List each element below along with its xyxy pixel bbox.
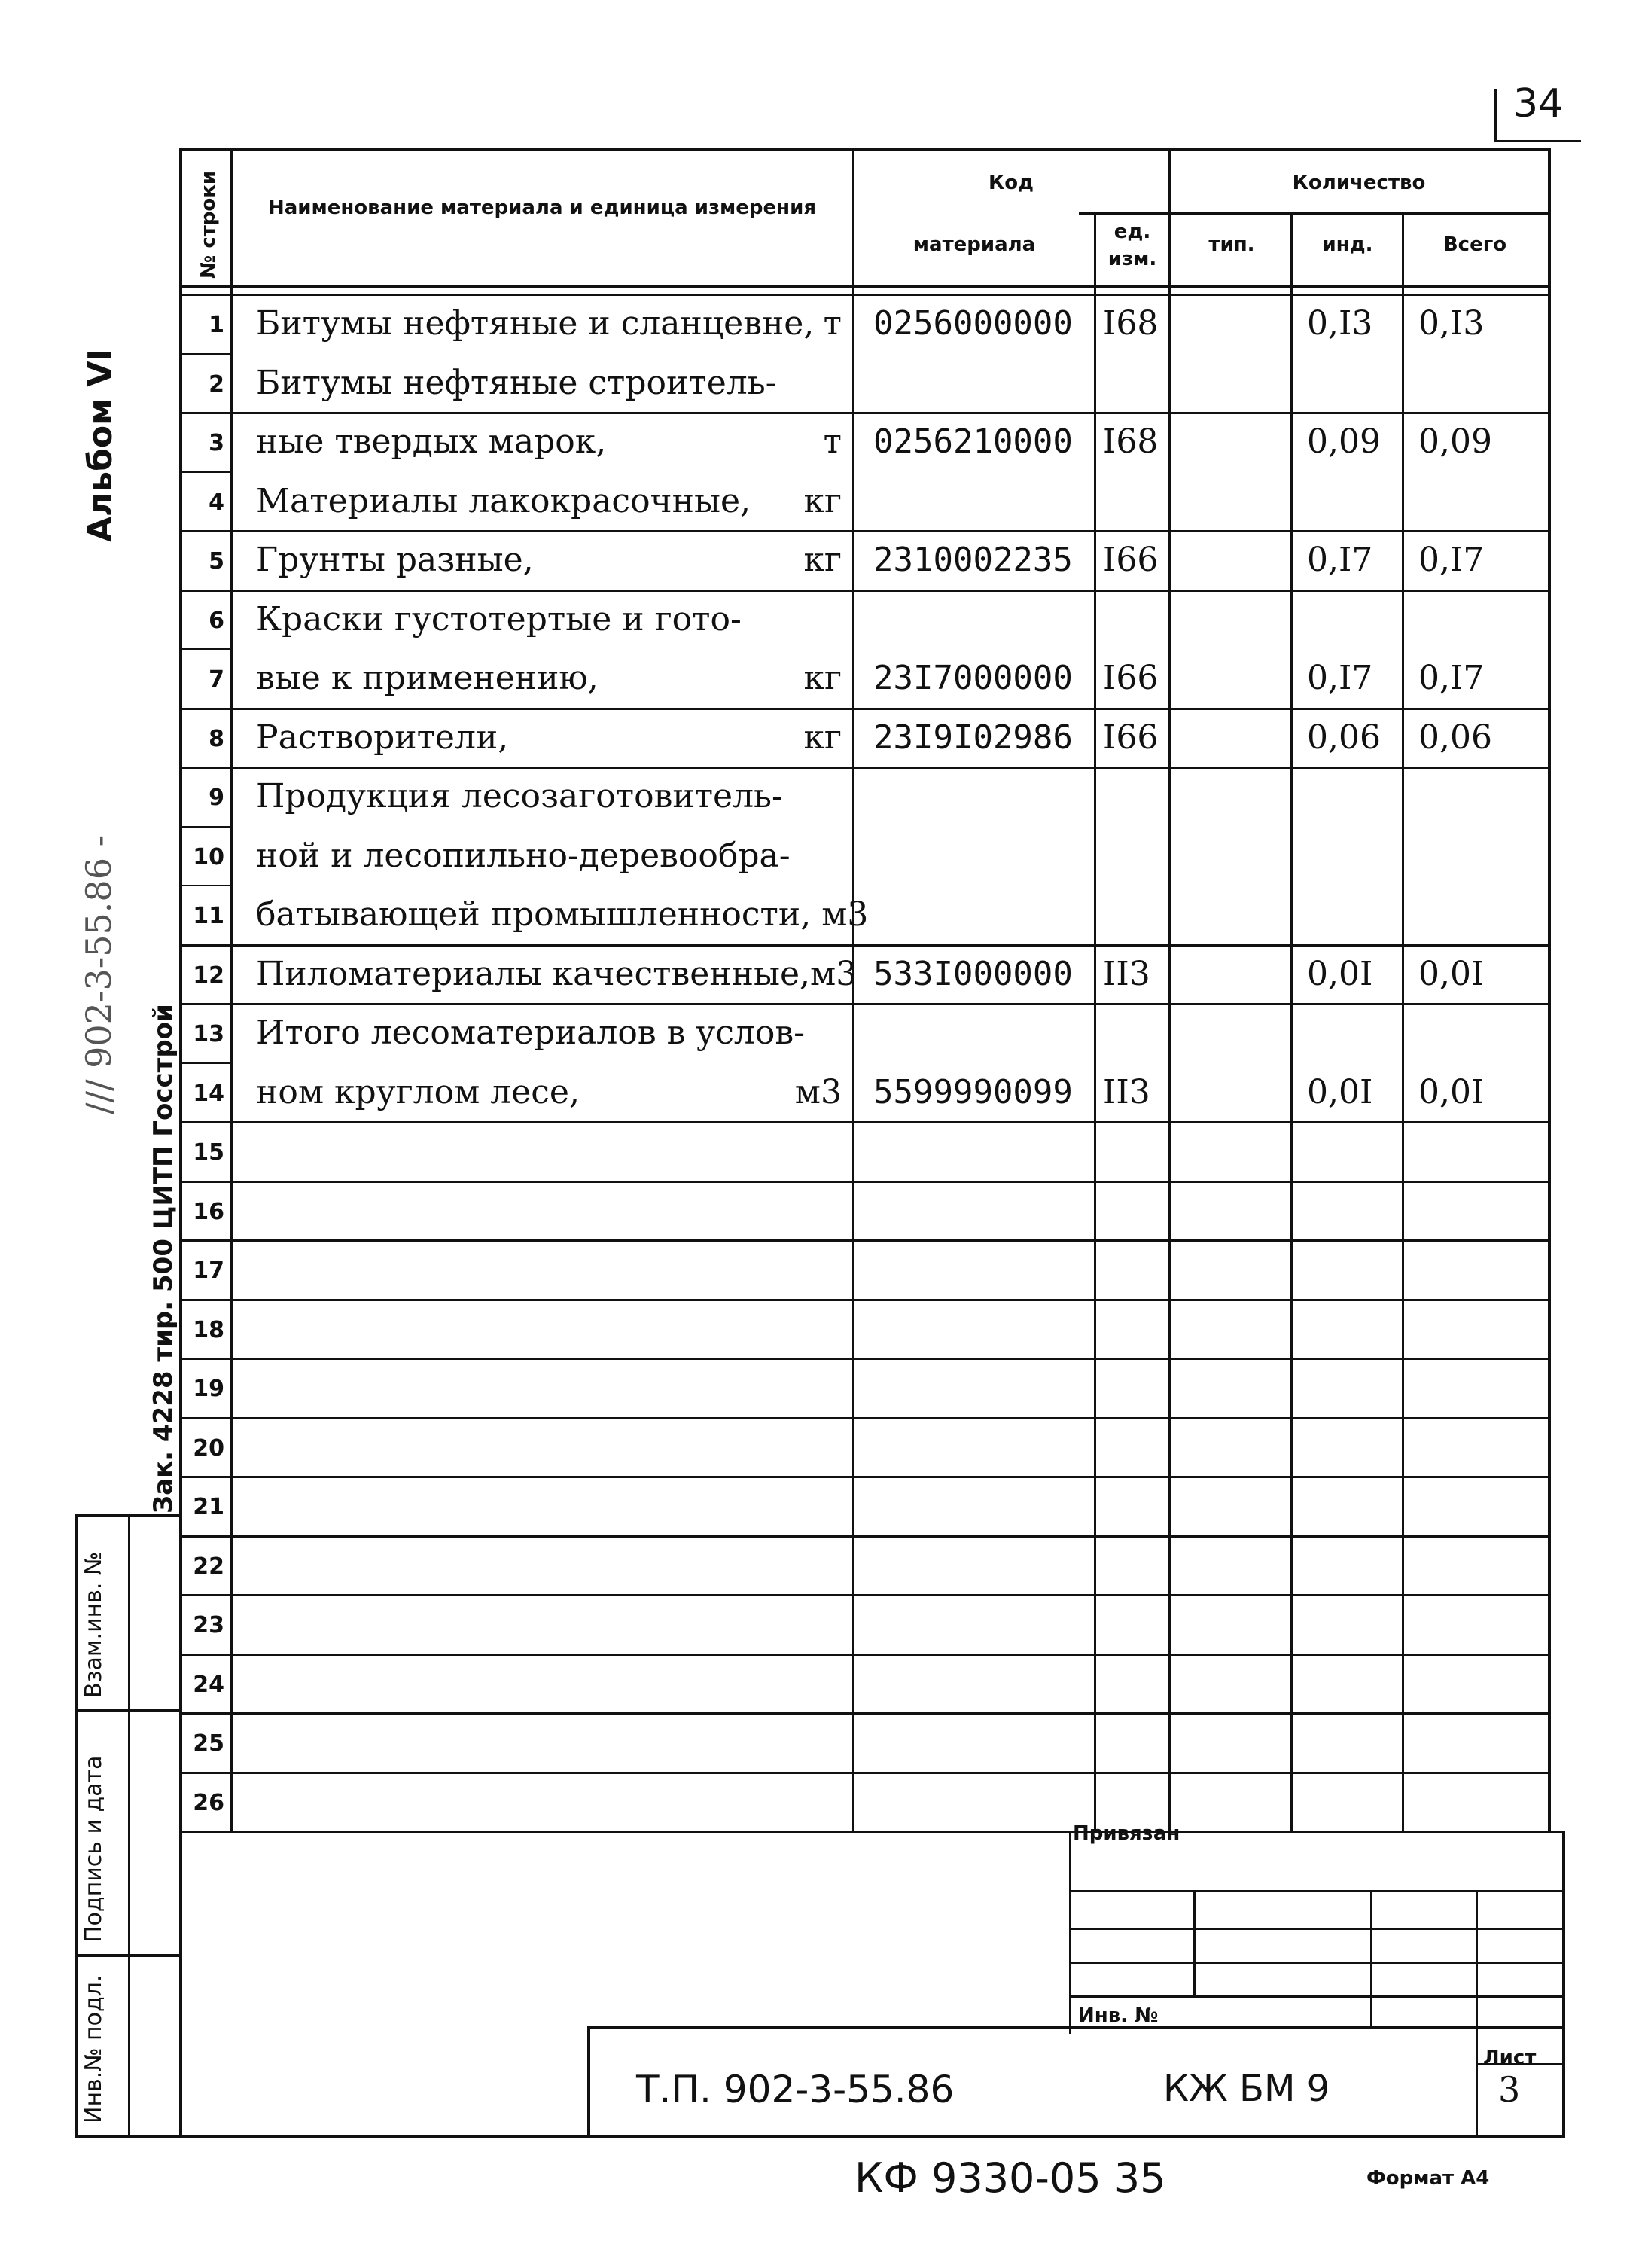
row-line: [179, 708, 1548, 710]
row-unit-code: I66: [1103, 541, 1159, 579]
row-unit-code: I68: [1103, 422, 1159, 461]
copied-stamp: Зак. 4228 тир. 500 ЦИТП Госстрой: [148, 1004, 178, 1514]
header-qty-total: Всего: [1442, 233, 1507, 256]
album-label: Альбом VI: [81, 349, 120, 542]
row-number: 4: [209, 489, 224, 516]
stamp-privyazan: Привязан: [1073, 1822, 1180, 1845]
row-unit-code: I66: [1103, 718, 1159, 757]
row-line: [179, 1772, 1548, 1774]
row-line: [179, 1358, 1548, 1360]
row-unit-code: II3: [1103, 1072, 1150, 1111]
header-code-unit: ед. изм.: [1107, 221, 1157, 270]
title-block-top: [587, 2026, 1562, 2029]
row-number: 25: [193, 1730, 224, 1757]
row-number: 20: [193, 1434, 224, 1462]
row-name: вые к применению,: [256, 659, 599, 697]
header-qty-group: Количество: [1292, 172, 1426, 194]
row-line: [179, 944, 1548, 947]
table-top-border: [179, 148, 1548, 151]
row-number: 3: [209, 430, 224, 456]
row-line: [179, 1181, 1548, 1183]
stamp-doc-code: Т.П. 902-3-55.86: [636, 2068, 955, 2111]
row-qty-total: 0,0I: [1418, 954, 1485, 993]
row-number: 18: [193, 1316, 224, 1343]
stamp-right-border: [1562, 1831, 1565, 2138]
row-name: ном круглом лесе,: [256, 1072, 580, 1111]
stamp-col2: [1370, 1890, 1372, 2026]
footer-format: Формат А4: [1366, 2167, 1490, 2190]
row-line: [179, 294, 1548, 296]
row-qty-total: 0,0I: [1418, 1072, 1485, 1111]
row-name: Грунты разные,: [256, 541, 534, 579]
row-number: 12: [193, 962, 224, 989]
row-number: 2: [209, 370, 224, 398]
row-line: [179, 412, 1548, 414]
row-number: 7: [209, 666, 224, 693]
typ-col-border: [1290, 212, 1293, 1831]
row-number: 24: [193, 1671, 224, 1698]
stamp-row4: [1069, 1995, 1562, 1998]
row-unit-code: I66: [1103, 659, 1159, 697]
page-number: 34: [1513, 81, 1564, 127]
row-name: Итого лесоматериалов в услов-: [256, 1014, 805, 1052]
row-line: [179, 767, 1548, 769]
row-line: [179, 590, 1548, 592]
stamp-sheet-mark: КЖ БМ 9: [1163, 2068, 1330, 2110]
stamp-col1: [1193, 1890, 1196, 1995]
row-num-line: [179, 353, 230, 355]
stamp-row2: [1069, 1928, 1562, 1930]
stamp-row3: [1069, 1962, 1562, 1964]
header-row-no: № строки: [197, 170, 220, 279]
row-line: [179, 1476, 1548, 1478]
row-unit-code: II3: [1103, 954, 1150, 993]
row-line: [179, 1299, 1548, 1301]
header-name-text: Наименование материала и единица измерения: [267, 197, 817, 219]
row-qty-total: 0,I3: [1418, 304, 1485, 343]
sheet-col-border: [1476, 2026, 1478, 2135]
row-code: 533I000000: [873, 954, 1073, 993]
row-number: 16: [193, 1198, 224, 1225]
row-num-line: [179, 1062, 230, 1064]
stamp-bottom-border: [179, 2135, 1562, 2138]
margin-col-replace: Взам.инв. №: [81, 1551, 107, 1698]
row-number: 10: [193, 843, 224, 870]
row-name: батывающей промышленности, м3: [256, 895, 869, 934]
row-number: 17: [193, 1257, 224, 1284]
row-name: ной и лесопильно-деревообра-: [256, 836, 791, 875]
ind-col-border: [1402, 212, 1404, 1831]
row-line: [179, 1594, 1548, 1596]
row-code: 0256000000: [873, 304, 1073, 343]
row-name: Продукция лесозаготовитель-: [256, 777, 783, 815]
row-qty-ind: 0,I3: [1307, 304, 1373, 343]
stamp-row1: [1069, 1890, 1562, 1892]
row-unit: м3: [794, 1072, 842, 1111]
row-line: [179, 1121, 1548, 1123]
stamp-sheet-no: 3: [1498, 2069, 1521, 2110]
row-number: 1: [209, 312, 224, 338]
row-line: [179, 1417, 1548, 1419]
footer-kf: КФ 9330-05 35: [854, 2154, 1166, 2202]
row-code: 2310002235: [873, 541, 1073, 579]
row-unit: кг: [803, 541, 842, 579]
margin-col-sign: Подпись и дата: [81, 1755, 107, 1943]
row-line: [179, 530, 1548, 532]
tp-code-margin: /// 902-3-55.86 -: [78, 834, 119, 1114]
row-number: 15: [193, 1139, 224, 1166]
row-qty-ind: 0,I7: [1307, 659, 1373, 697]
row-qty-ind: 0,06: [1307, 718, 1381, 757]
header-bottom-border: [179, 285, 1548, 288]
row-qty-ind: 0,09: [1307, 422, 1381, 461]
header-code-material: материала: [912, 233, 1036, 256]
row-line: [179, 1654, 1548, 1656]
row-num-line: [179, 471, 230, 473]
row-qty-total: 0,I7: [1418, 659, 1485, 697]
row-num-line: [179, 648, 230, 650]
row-unit-code: I68: [1103, 304, 1159, 343]
header-code-group: Код: [988, 172, 1034, 194]
row-qty-total: 0,09: [1418, 422, 1492, 461]
row-number: 22: [193, 1553, 224, 1580]
row-number: 8: [209, 725, 224, 752]
stamp-inv-no: Инв. №: [1078, 2004, 1159, 2027]
header-qty-ind: инд.: [1322, 233, 1373, 256]
row-qty-total: 0,06: [1418, 718, 1492, 757]
row-number: 14: [193, 1080, 224, 1107]
row-unit: кг: [803, 659, 842, 697]
row-name: ные твердых марок,: [256, 422, 607, 461]
row-unit: т: [823, 304, 842, 343]
num-col-border: [230, 148, 233, 1831]
row-line: [179, 1712, 1548, 1715]
row-number: 21: [193, 1494, 224, 1520]
row-code: 0256210000: [873, 422, 1073, 461]
row-qty-ind: 0,0I: [1307, 954, 1373, 993]
stamp-col3: [1476, 1890, 1478, 2026]
row-name: Краски густотертые и гото-: [256, 599, 742, 639]
stamp-sheet-label: Лист: [1483, 2047, 1537, 2069]
row-number: 11: [193, 903, 224, 929]
table-right-border: [1548, 148, 1551, 1831]
title-block-left: [587, 2026, 590, 2135]
row-qty-ind: 0,0I: [1307, 1072, 1373, 1111]
stamp-privyazan-left: [1069, 1831, 1071, 2034]
row-line: [179, 1535, 1548, 1538]
row-code: 23I7000000: [873, 659, 1073, 697]
row-name: Растворители,: [256, 718, 509, 757]
header-qty-typ: тип.: [1208, 233, 1255, 256]
stamp-left-border: [179, 1831, 182, 2135]
row-name: Пиломатериалы качественные,м3: [256, 954, 858, 993]
row-num-line: [179, 826, 230, 828]
row-num-line: [179, 885, 230, 886]
row-qty-total: 0,I7: [1418, 541, 1485, 579]
row-line: [179, 1003, 1548, 1005]
row-unit: т: [823, 422, 842, 461]
row-number: 19: [193, 1376, 224, 1402]
row-code: 5599990099: [873, 1072, 1073, 1111]
row-number: 26: [193, 1789, 224, 1816]
header-name: [233, 194, 851, 221]
code-col-border: [1094, 212, 1096, 1831]
row-name: Материалы лакокрасочные,: [256, 481, 751, 520]
row-unit: кг: [803, 481, 842, 520]
row-number: 6: [209, 607, 224, 634]
row-number: 9: [209, 785, 224, 811]
row-line: [179, 1239, 1548, 1242]
row-number: 5: [209, 548, 224, 575]
header-mid-border: [1079, 212, 1548, 215]
row-name: Битумы нефтяные строитель-: [256, 363, 777, 402]
table-left-border: [179, 148, 182, 1853]
row-unit: кг: [803, 718, 842, 757]
margin-col-inv: Инв.№ подл.: [81, 1974, 107, 2123]
row-number: 13: [193, 1021, 224, 1047]
row-name: Битумы нефтяные и сланцевне,: [256, 304, 815, 343]
row-number: 23: [193, 1612, 224, 1639]
unit-col-border: [1168, 148, 1171, 1831]
row-qty-ind: 0,I7: [1307, 541, 1373, 579]
row-code: 23I9I02986: [873, 718, 1073, 757]
